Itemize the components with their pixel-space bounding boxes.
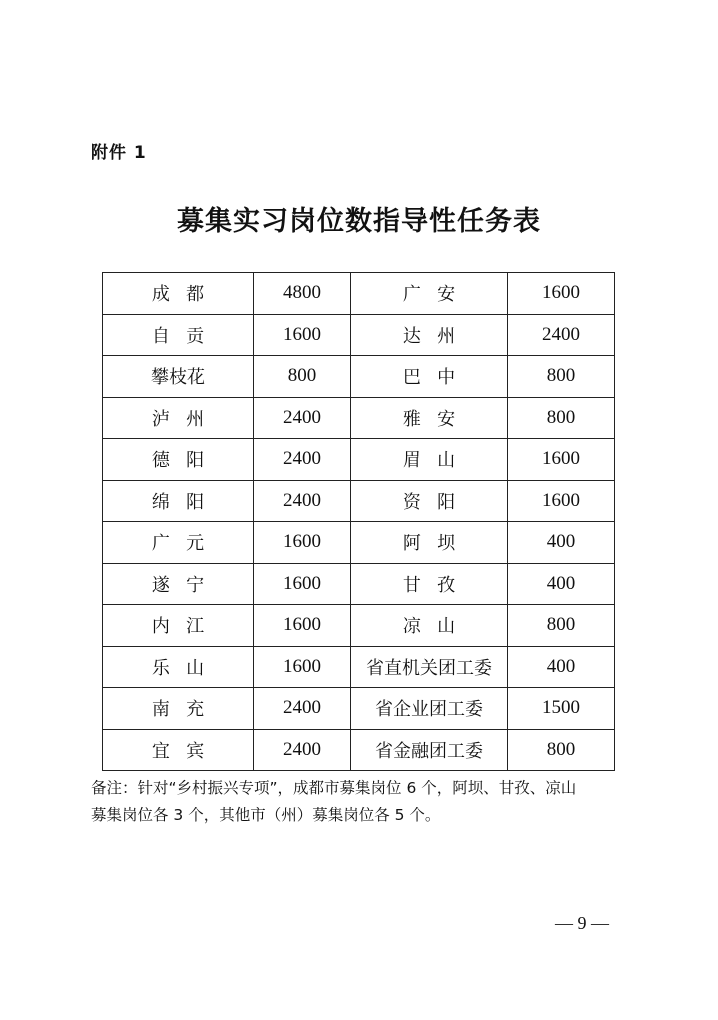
quota-value-cell: 400 xyxy=(508,563,615,605)
quota-value-cell: 1600 xyxy=(254,605,351,647)
quota-value-cell: 1500 xyxy=(508,688,615,730)
quota-table xyxy=(102,272,615,771)
region-name-cell: 雅安 xyxy=(351,397,508,439)
region-name-cell: 广安 xyxy=(351,273,508,315)
region-name-cell: 眉山 xyxy=(351,439,508,481)
table-row xyxy=(103,563,615,605)
quota-value-cell: 800 xyxy=(508,729,615,771)
quota-value-cell: 1600 xyxy=(254,563,351,605)
quota-value-cell: 2400 xyxy=(254,729,351,771)
attachment-label: 附件 1 xyxy=(91,143,147,163)
quota-value-cell: 1600 xyxy=(508,439,615,481)
table-row xyxy=(103,356,615,398)
region-name-cell: 德阳 xyxy=(103,439,254,481)
quota-value-cell: 1600 xyxy=(508,480,615,522)
table-row xyxy=(103,439,615,481)
quota-value-cell: 2400 xyxy=(254,480,351,522)
region-name-cell: 绵阳 xyxy=(103,480,254,522)
region-name-cell: 南充 xyxy=(103,688,254,730)
quota-value-cell: 1600 xyxy=(508,273,615,315)
table-row xyxy=(103,273,615,315)
region-name-cell: 巴中 xyxy=(351,356,508,398)
page-number: — 9 — xyxy=(555,913,609,933)
region-name-cell: 攀枝花 xyxy=(103,356,254,398)
region-name-cell: 省直机关团工委 xyxy=(351,646,508,688)
table-row xyxy=(103,646,615,688)
region-name-cell: 成都 xyxy=(103,273,254,315)
quota-value-cell: 1600 xyxy=(254,522,351,564)
quota-value-cell: 800 xyxy=(508,605,615,647)
table-row xyxy=(103,314,615,356)
region-name-cell: 省企业团工委 xyxy=(351,688,508,730)
table-row xyxy=(103,729,615,771)
quota-value-cell: 2400 xyxy=(254,439,351,481)
quota-value-cell: 2400 xyxy=(254,688,351,730)
region-name-cell: 泸州 xyxy=(103,397,254,439)
region-name-cell: 省金融团工委 xyxy=(351,729,508,771)
table-row xyxy=(103,522,615,564)
region-name-cell: 阿坝 xyxy=(351,522,508,564)
quota-value-cell: 1600 xyxy=(254,646,351,688)
region-name-cell: 广元 xyxy=(103,522,254,564)
region-name-cell: 遂宁 xyxy=(103,563,254,605)
table-row xyxy=(103,397,615,439)
region-name-cell: 乐山 xyxy=(103,646,254,688)
table-row xyxy=(103,688,615,730)
quota-value-cell: 800 xyxy=(254,356,351,398)
table-row xyxy=(103,605,615,647)
region-name-cell: 甘孜 xyxy=(351,563,508,605)
quota-value-cell: 4800 xyxy=(254,273,351,315)
region-name-cell: 自贡 xyxy=(103,314,254,356)
document-title: 募集实习岗位数指导性任务表 xyxy=(177,206,541,237)
region-name-cell: 资阳 xyxy=(351,480,508,522)
quota-value-cell: 800 xyxy=(508,397,615,439)
quota-value-cell: 800 xyxy=(508,356,615,398)
table-row xyxy=(103,480,615,522)
quota-table-body xyxy=(103,273,615,771)
footnote-line-2: 募集岗位各 3 个，其他市（州）募集岗位各 5 个。 xyxy=(91,806,441,824)
quota-value-cell: 2400 xyxy=(508,314,615,356)
region-name-cell: 达州 xyxy=(351,314,508,356)
footnote-line-1: 备注：针对“乡村振兴专项”，成都市募集岗位 6 个，阿坝、甘孜、凉山 xyxy=(91,779,577,797)
footnote xyxy=(91,775,631,829)
quota-value-cell: 400 xyxy=(508,646,615,688)
quota-value-cell: 1600 xyxy=(254,314,351,356)
quota-value-cell: 400 xyxy=(508,522,615,564)
region-name-cell: 宜宾 xyxy=(103,729,254,771)
region-name-cell: 凉山 xyxy=(351,605,508,647)
quota-value-cell: 2400 xyxy=(254,397,351,439)
region-name-cell: 内江 xyxy=(103,605,254,647)
